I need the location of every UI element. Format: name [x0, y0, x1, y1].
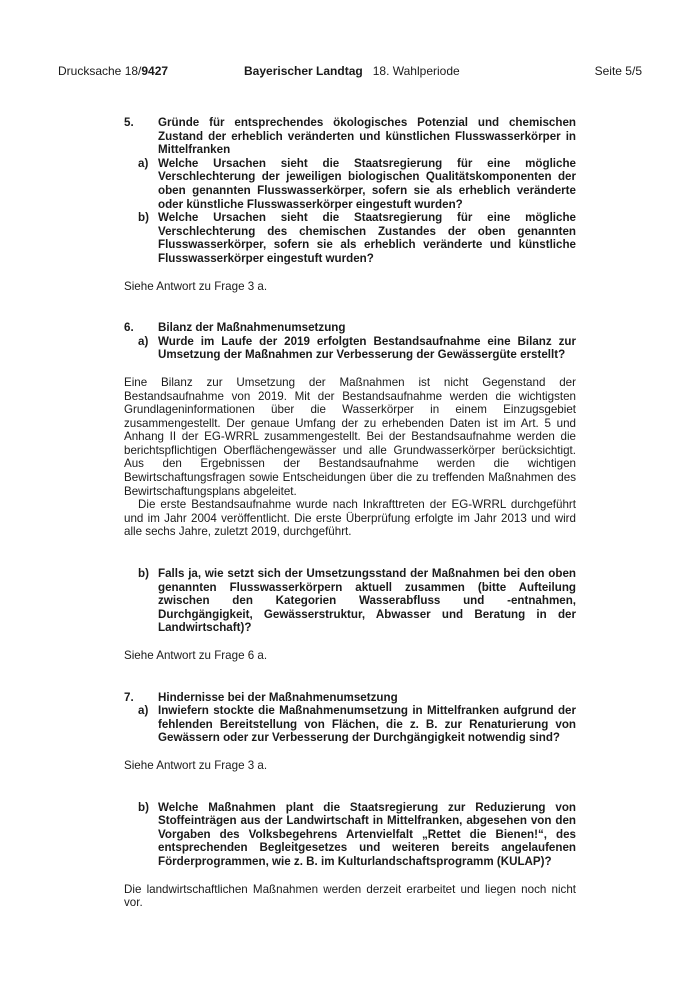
answer-5: Siehe Antwort zu Frage 3 a. — [124, 279, 268, 293]
page-header — [58, 64, 642, 80]
question-7b: b) Welche Maßnahmen plant die Staatsregierung zur Reduzierung von Stoffeinträgen aus der Landwirtschaft in Mittelfranken, abgesehen von den Vorgaben des Volksbegehrens Artenvielfalt „Rettet die Bienen!“, des entsprechenden Begleitgesetzes und weiteren bereits angelaufenen Förderprogrammen, wie z. B. im Kulturlandschaftsprogramm (KULAP)? — [138, 800, 576, 868]
question-5b: b) Welche Ursachen sieht die Staatsregierung für eine mögliche Verschlechterung des chemischen Zustandes der oben genannten Flusswasserkörper, sofern sie als erheblich veränderte und künstliche Flusswasserkörper eingestuft wurden? — [138, 211, 576, 265]
question-7a: a) Inwiefern stockte die Maßnahmenumsetzung in Mittelfranken aufgrund der fehlenden Bereitstellung von Flächen, die z. B. zur Renaturierung von Gewässern oder zur Verbesserung der Durchgängigkeit notwendig sind? — [138, 704, 576, 745]
answer-7a: Siehe Antwort zu Frage 3 a. — [124, 758, 268, 772]
question-6a: a) Wurde im Laufe der 2019 erfolgten Bestandsaufnahme eine Bilanz zur Umsetzung der Maßnahmen zur Verbesserung der Gewässergüte erstellt? — [138, 334, 576, 362]
question-5a: a) Welche Ursachen sieht die Staatsregierung für eine mögliche Verschlechterung der jeweiligen biologischen Qualitätskomponenten der oben genannten Flusswasserkörper, sofern sie als erheblich veränderte oder künstliche Flusswasserkörper eingestuft wurden? — [138, 156, 576, 211]
parliament-name: Bayerischer Landtag — [244, 64, 363, 78]
question-6-heading: 6. Bilanz der Maßnahmenumsetzung — [124, 321, 346, 335]
question-6b: b) Falls ja, wie setzt sich der Umsetzungsstand der Maßnahmen bei den oben genannten Flusswasserkörpern aktuell zusammen (bitte Aufteilung zwischen den Kategorien Wasserabfluss und -entnahmen, Durchgängigkeit, Gewässerstruktur, Abwasser und Beratung in der Landwirtschaft)? — [138, 567, 576, 635]
page-number: Seite 5/5 — [594, 64, 642, 78]
legislative-period: 18. Wahlperiode — [372, 64, 460, 78]
question-7-heading: 7. Hindernisse bei der Maßnahmenumsetzung — [124, 690, 398, 704]
answer-7b: Die landwirtschaftlichen Maßnahmen werden derzeit erarbeitet und liegen noch nicht vor. — [124, 882, 576, 910]
parliament-period — [244, 64, 460, 78]
answer-6a-paragraph-1: Eine Bilanz zur Umsetzung der Maßnahmen ist nicht Gegenstand der Bestandsaufnahme von 2019. Mit der Bestandsaufnahme werden die wichtigsten Grundlageninformationen über die Wasserkörper in einem Einzugsgebiet zusammengestellt. Der genaue Umfang der zu erhebenden Daten ist im Art. 5 und Anhang II der EG-WRRL zusammengestellt. Bei der Bestandsaufnahme werden die berichtspflichtigen Oberflächengewässer und alle Grundwasserkörper berücksichtigt. Aus den Ergebnissen der Bestandsaufnahme werden die wichtigen Bewirtschaftungsfragen sowie Entscheidungen über die zu treffenden Maßnahmen des Bewirtschaftungsplans abgeleitet. — [124, 375, 576, 498]
question-5-heading: 5. Gründe für entsprechendes ökologisches Potenzial und chemischen Zustand der erheblich veränderten und künstlichen Flusswasserkörper in Mittelfranken — [124, 116, 576, 157]
answer-6a-paragraph-2: Die erste Bestandsaufnahme wurde nach Inkrafttreten der EG-WRRL durchgeführt und im Jahr 2004 veröffentlicht. Die erste Überprüfung erfolgte im Jahr 2013 und wird alle sechs Jahre, zuletzt 2019, durchgeführt. — [124, 498, 576, 539]
answer-6b: Siehe Antwort zu Frage 6 a. — [124, 649, 268, 662]
drucksache-number: Drucksache 18/9427 — [58, 64, 169, 78]
document-body — [124, 116, 576, 910]
